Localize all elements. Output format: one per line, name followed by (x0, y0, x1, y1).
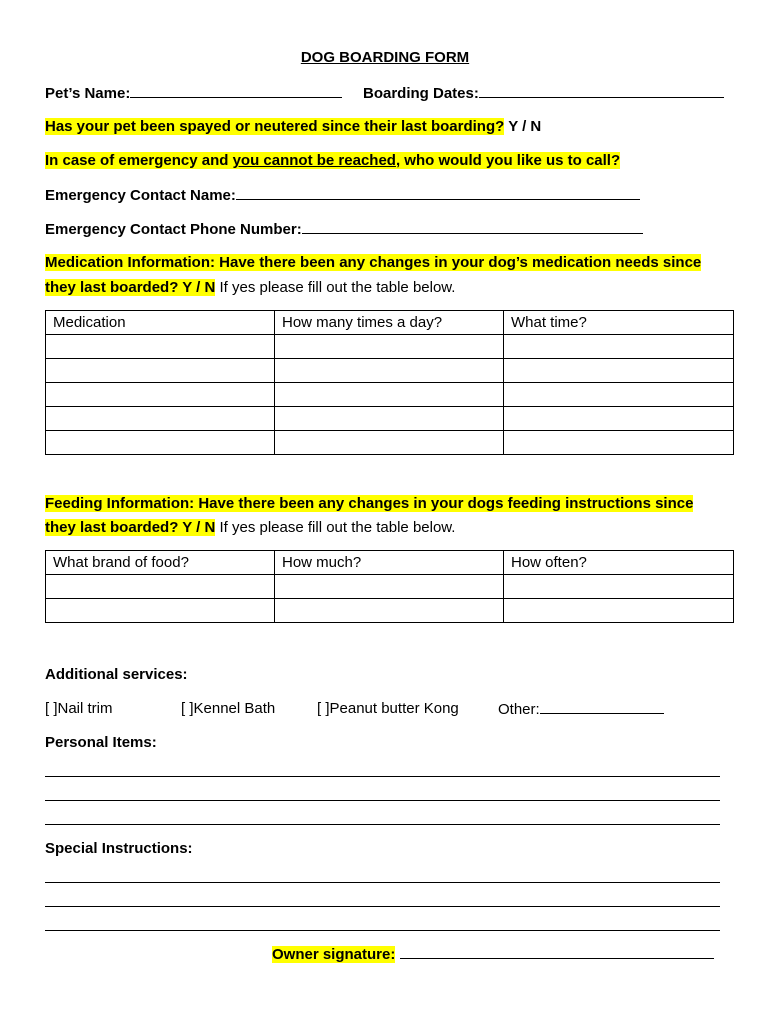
emergency-contact-phone-row (45, 219, 643, 240)
special-instructions-line[interactable] (45, 906, 720, 907)
spayed-question-row (45, 117, 541, 137)
table-header-cell: What brand of food? (46, 551, 275, 575)
table-cell[interactable] (504, 335, 734, 359)
emergency-intro-part1: In case of emergency and (45, 152, 233, 169)
table-cell[interactable] (275, 407, 504, 431)
table-cell[interactable] (46, 383, 275, 407)
table-header-cell: How often? (504, 551, 734, 575)
emergency-contact-name-field[interactable] (236, 185, 640, 200)
service-other-row (498, 699, 664, 720)
service-nail-trim[interactable]: [ ]Nail trim (45, 700, 113, 717)
spayed-options[interactable]: Y / N (508, 118, 542, 135)
personal-items-line[interactable] (45, 824, 720, 825)
personal-items-label: Personal Items: (45, 734, 157, 751)
table-header-cell: How many times a day? (275, 311, 504, 335)
emergency-contact-phone-label: Emergency Contact Phone Number: (45, 221, 302, 238)
feeding-note: If yes please fill out the table below. (215, 519, 456, 536)
feeding-question-text1: Feeding Information: Have there been any changes in your dogs feeding instructions since (45, 495, 694, 512)
table-cell[interactable] (46, 335, 275, 359)
feeding-question-text2[interactable]: they last boarded? Y / N (45, 519, 216, 536)
table-header-row (46, 311, 734, 335)
emergency-intro (45, 151, 620, 171)
owner-signature-label: Owner signature: (272, 946, 396, 963)
boarding-dates-label: Boarding Dates: (363, 85, 479, 102)
feeding-question-line2 (45, 518, 455, 538)
table-cell[interactable] (46, 431, 275, 455)
personal-items-line[interactable] (45, 776, 720, 777)
pet-name-label: Pet’s Name: (45, 85, 131, 102)
table-header-cell: How much? (275, 551, 504, 575)
table-cell[interactable] (504, 383, 734, 407)
medication-question-line2 (45, 278, 455, 298)
table-cell[interactable] (504, 575, 734, 599)
table-cell[interactable] (504, 407, 734, 431)
table-row (46, 383, 734, 407)
table-row (46, 407, 734, 431)
emergency-contact-phone-field[interactable] (302, 219, 643, 234)
table-row (46, 431, 734, 455)
special-instructions-line[interactable] (45, 882, 720, 883)
boarding-dates-row (363, 83, 724, 104)
medication-note: If yes please fill out the table below. (215, 279, 456, 296)
emergency-intro-part2: , who would you like us to call? (395, 152, 621, 169)
pet-name-field[interactable] (130, 83, 342, 98)
personal-items-line[interactable] (45, 800, 720, 801)
feeding-question-line1 (45, 494, 693, 514)
boarding-dates-field[interactable] (479, 83, 724, 98)
service-peanut-butter-kong[interactable]: [ ]Peanut butter Kong (317, 700, 459, 717)
table-row (46, 335, 734, 359)
table-cell[interactable] (275, 335, 504, 359)
table-cell[interactable] (46, 599, 275, 623)
service-other-field[interactable] (540, 699, 664, 714)
emergency-contact-name-label: Emergency Contact Name: (45, 187, 236, 204)
table-cell[interactable] (46, 575, 275, 599)
table-cell[interactable] (46, 407, 275, 431)
table-row (46, 599, 734, 623)
page-title: DOG BOARDING FORM (300, 49, 470, 66)
medication-question-text2[interactable]: they last boarded? Y / N (45, 279, 216, 296)
table-cell[interactable] (275, 431, 504, 455)
special-instructions-label: Special Instructions: (45, 840, 193, 857)
emergency-contact-name-row (45, 185, 640, 206)
medication-question-line1 (45, 253, 701, 273)
service-other-label: Other: (498, 701, 540, 718)
medication-question-text1: Medication Information: Have there been any changes in your dog’s medication needs since (45, 254, 702, 271)
table-cell[interactable] (504, 599, 734, 623)
spayed-question: Has your pet been spayed or neutered since their last boarding? (45, 118, 505, 135)
feeding-table (45, 550, 734, 623)
table-cell[interactable] (275, 575, 504, 599)
owner-signature-row (272, 944, 714, 965)
table-header-cell: What time? (504, 311, 734, 335)
table-header-row (46, 551, 734, 575)
medication-table (45, 310, 734, 455)
table-row (46, 575, 734, 599)
additional-services-label: Additional services: (45, 666, 188, 683)
table-cell[interactable] (275, 383, 504, 407)
table-cell[interactable] (46, 359, 275, 383)
service-kennel-bath[interactable]: [ ]Kennel Bath (181, 700, 276, 717)
table-cell[interactable] (504, 359, 734, 383)
pet-name-row (45, 83, 342, 104)
table-header-cell: Medication (46, 311, 275, 335)
table-cell[interactable] (275, 599, 504, 623)
special-instructions-line[interactable] (45, 930, 720, 931)
owner-signature-field[interactable] (400, 944, 714, 959)
table-row (46, 359, 734, 383)
table-cell[interactable] (275, 359, 504, 383)
table-cell[interactable] (504, 431, 734, 455)
emergency-intro-underlined: you cannot be reached (232, 152, 396, 169)
